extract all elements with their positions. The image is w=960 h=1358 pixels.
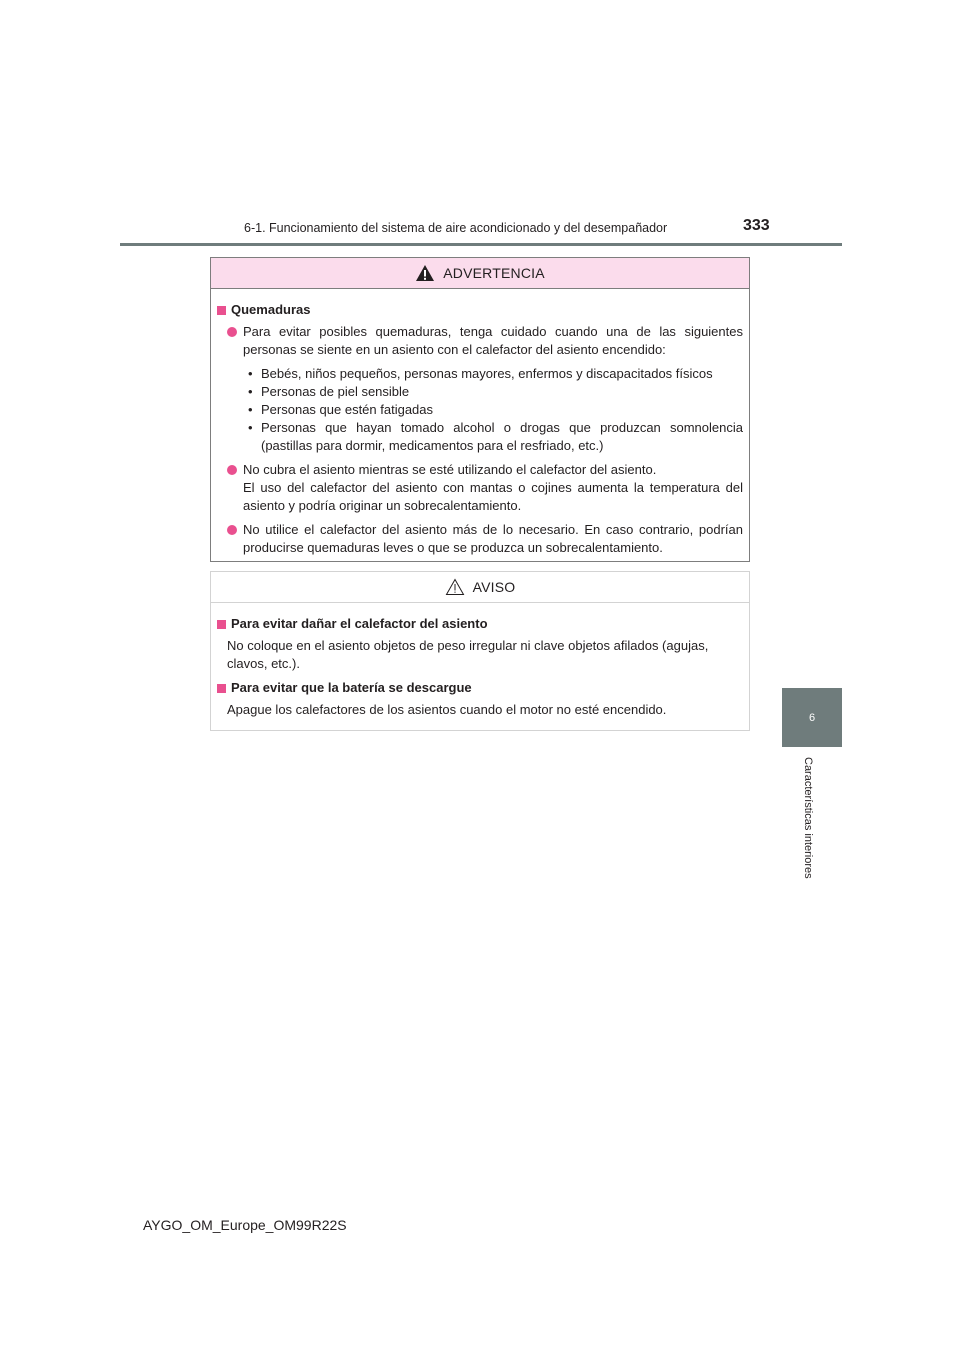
- circle-bullet-icon: [227, 525, 237, 535]
- chapter-number: 6: [808, 711, 816, 724]
- header-title: 6-1. Funcionamiento del sistema de aire acondicionado y del desempañador: [244, 221, 668, 235]
- notice-header: [211, 572, 749, 603]
- circle-bullet-icon: [227, 327, 237, 337]
- warning-body: [211, 289, 749, 557]
- page-number: 333: [743, 217, 770, 234]
- notice-section-2-text: Apague los calefactores de los asientos cuando el motor no esté encendido.: [227, 702, 667, 717]
- warning-box: [210, 257, 750, 562]
- square-bullet-icon: [217, 684, 226, 693]
- chapter-name: Características interiores: [802, 757, 814, 879]
- list-item: • Personas que hayan tomado alcohol o drogas que produzcan somnolencia (pastillas para dormir, medicamentos para el resfriado, etc.): [247, 419, 743, 455]
- list-item: • Personas de piel sensible: [247, 383, 743, 401]
- list-item: • Personas que estén fatigadas: [247, 401, 743, 419]
- notice-section-2-title: Para evitar que la batería se descargue: [217, 679, 743, 697]
- notice-box: [210, 571, 750, 731]
- notice-section-1-text: No coloque en el asiento objetos de peso irregular ni clave objetos afilados (agujas, clavos, etc.).: [227, 638, 709, 671]
- footer-document-code: AYGO_OM_Europe_OM99R22S: [143, 1217, 347, 1233]
- caution-triangle-outline-icon: [445, 578, 465, 596]
- warning-header: [211, 258, 749, 289]
- warning-sub-list: [217, 365, 743, 455]
- circle-bullet-icon: [227, 465, 237, 475]
- warning-title: ADVERTENCIA: [443, 265, 545, 281]
- notice-body: [211, 603, 749, 719]
- notice-title: AVISO: [472, 579, 516, 595]
- warning-bullet-1: Para evitar posibles quemaduras, tenga cuidado cuando una de las siguientes personas se siente en un asiento con el calefactor del asiento encendido:: [217, 323, 743, 359]
- square-bullet-icon: [217, 620, 226, 629]
- warning-bullet-2: No cubra el asiento mientras se esté utilizando el calefactor del asiento. El uso del calefactor del asiento con mantas o cojines aumenta la temperatura del asiento y podría originar un sobrecalentamiento.: [217, 461, 743, 515]
- square-bullet-icon: [217, 306, 226, 315]
- chapter-tab: [782, 688, 842, 747]
- warning-section-title: Quemaduras: [217, 301, 743, 319]
- list-item: • Bebés, niños pequeños, personas mayores, enfermos y discapacitados físicos: [247, 365, 743, 383]
- warning-triangle-icon: [415, 264, 435, 282]
- warning-bullet-3: No utilice el calefactor del asiento más de lo necesario. En caso contrario, podrían producirse quemaduras leves o que se produzca un sobrecalentamiento.: [217, 521, 743, 557]
- notice-section-1-title: Para evitar dañar el calefactor del asiento: [217, 615, 743, 633]
- header-rule: [120, 243, 842, 246]
